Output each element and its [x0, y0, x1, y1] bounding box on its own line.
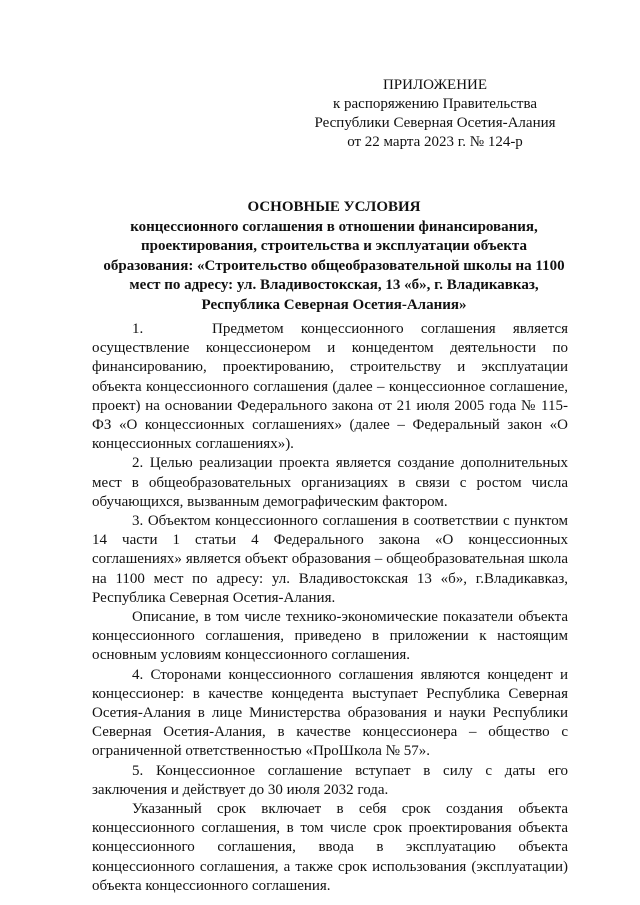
title-heading: ОСНОВНЫЕ УСЛОВИЯ [247, 199, 421, 215]
appendix-label: ПРИЛОЖЕНИЕ [382, 77, 488, 93]
appendix-line-order: к распоряжению Правительства [332, 96, 537, 112]
paragraph-1-subject: 1. Предметом концессионного соглашения является осуществление концессионером и концедентом деятельности по финансированию, проектированию, строительству и эксплуатации объекта концессионного соглашения (далее – концессионное соглашение, проект) на основании Федерального закона от 21 июля 2005 года № 115-ФЗ «О концессионных соглашениях» (далее – Федеральный закон «О концессионных соглашениях»). [92, 321, 568, 453]
paragraph-description: Описание, в том числе технико-экономические показатели объекта концессионного соглашения, приведено в приложении к настоящим основным условиям концессионного соглашения. [92, 609, 568, 664]
document-body [92, 320, 568, 896]
appendix-header [300, 76, 570, 152]
title-line: Республика Северная Осетия-Алания» [201, 296, 467, 313]
paragraph-4-parties: 4. Сторонами концессионного соглашения являются концедент и концессионер: в качестве концедента выступает Республика Северная Осетия-Алания в лице Министерства образования и науки Республики Северная Осетия-Алания, в качестве концессионера – общество с ограниченной ответственностью «ПроШкола № 57». [92, 666, 568, 760]
paragraph-term-details: Указанный срок включает в себя срок создания объекта концессионного соглашения, в том числе срок проектирования объекта концессионного соглашения, ввода в эксплуатацию объекта концессионного соглашения, а также срок использования (эксплуатации) объекта концессионного соглашения. [92, 801, 568, 894]
title-line: проектирования, строительства и эксплуатации объекта [141, 238, 527, 254]
title-line: мест по адресу: ул. Владивостокская, 13 «б», г. Владикавказ, [129, 277, 539, 293]
paragraph-3-object: 3. Объектом концессионного соглашения в соответствии с пунктом 14 части 1 статьи 4 Федерального закона «О концессионных соглашениях» является объект образования – общеобразовательная школа на 1100 мест по адресу: ул. Владивостокская 13 «б», г.Владикавказ, Республика Северная Осетия-Алания. [92, 513, 568, 606]
paragraph-2-goal: 2. Целью реализации проекта является создание дополнительных мест в общеобразовательных организациях в связи с ростом числа обучающихся, вызванным демографическим фактором. [92, 455, 568, 510]
title-line: концессионного соглашения в отношении финансирования, [130, 218, 538, 235]
appendix-line-date: от 22 марта 2023 г. № 124-р [347, 134, 523, 150]
title-line: образования: «Строительство общеобразовательной школы на 1100 [103, 257, 565, 274]
paragraph-5-term: 5. Концессионное соглашение вступает в силу с даты его заключения и действует до 30 июля 2032 года. [92, 762, 568, 798]
document-title [100, 198, 568, 315]
appendix-line-republic: Республики Северная Осетия-Алания [314, 115, 556, 131]
